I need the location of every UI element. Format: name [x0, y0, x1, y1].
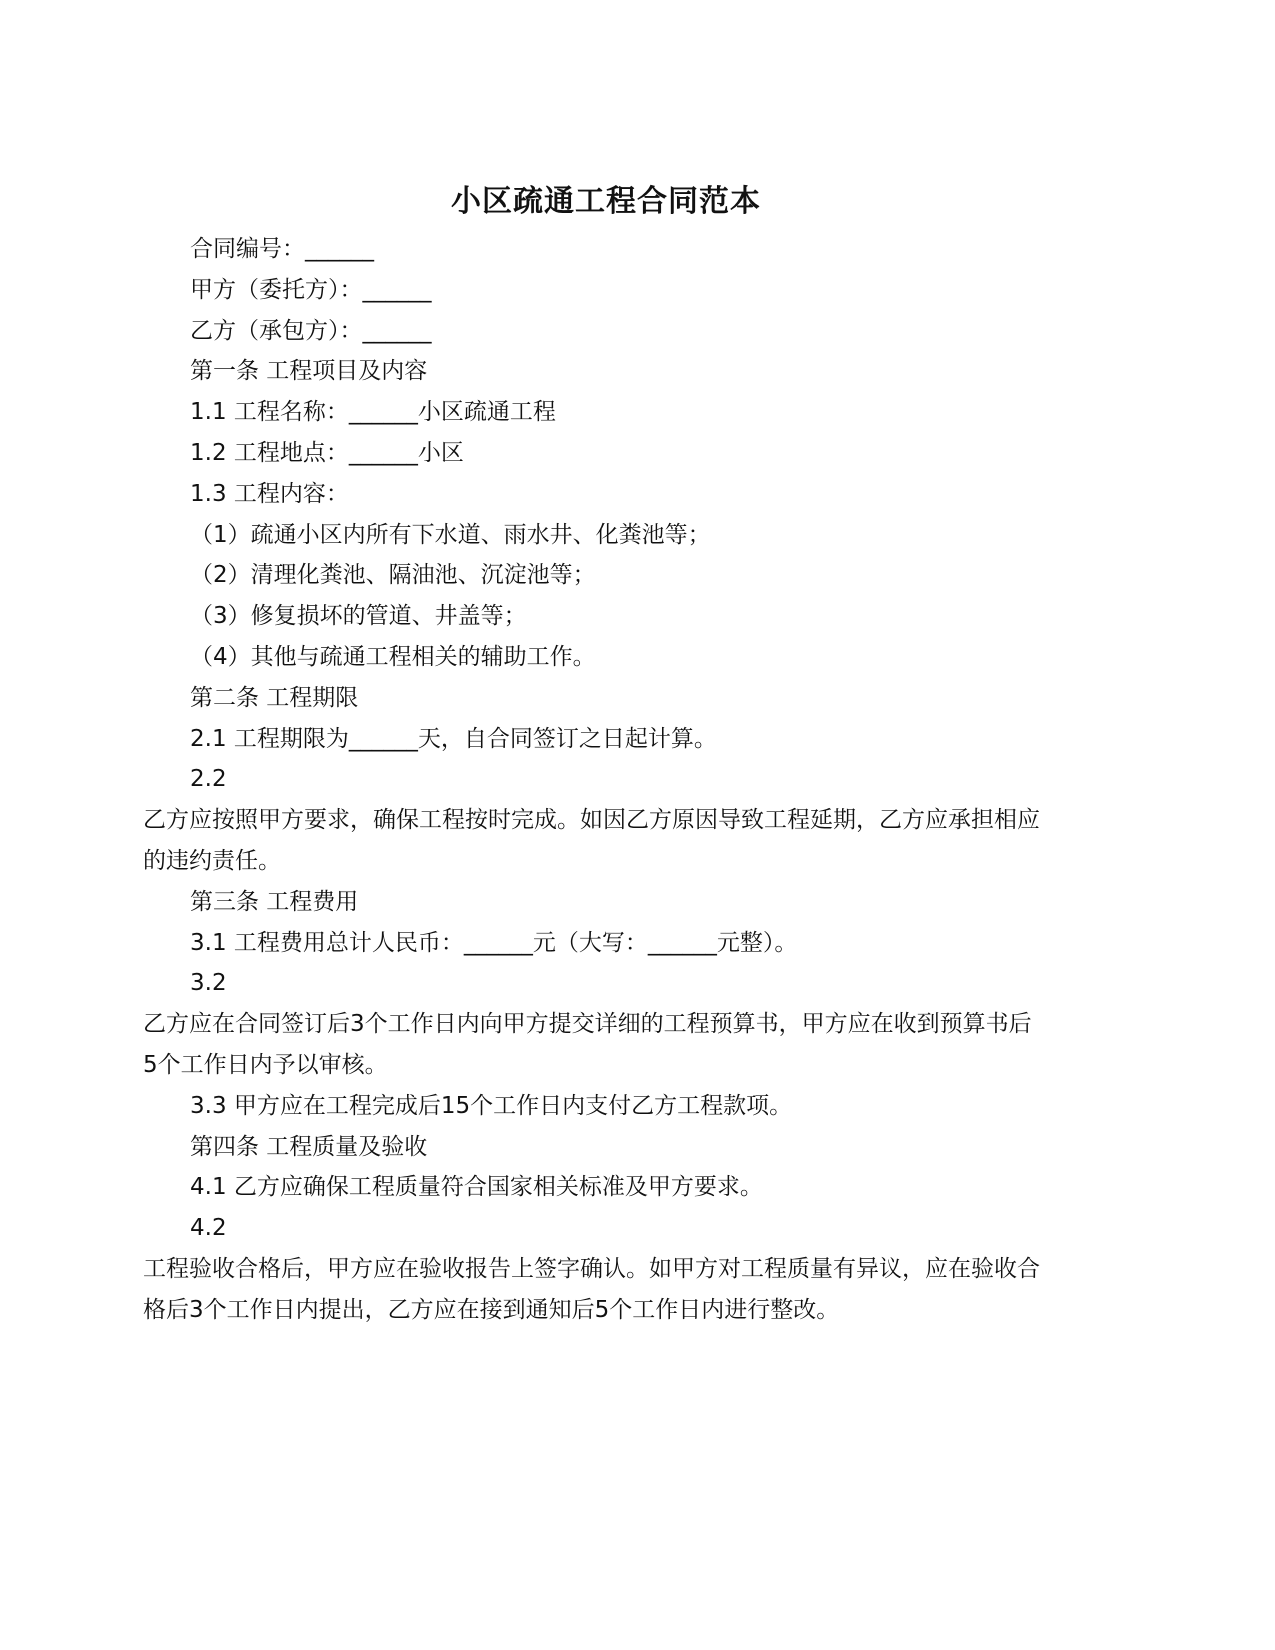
document-line: 乙方（承包方）：______ — [190, 317, 432, 344]
document-line: 3.2 — [190, 970, 227, 997]
document-line: 甲方（委托方）：______ — [190, 276, 432, 303]
document-line: 5个工作日内予以审核。 — [143, 1051, 388, 1078]
document-line: 4.1 乙方应确保工程质量符合国家相关标准及甲方要求。 — [190, 1174, 763, 1201]
document-line: 合同编号：______ — [190, 236, 374, 262]
document-line: 的违约责任。 — [143, 847, 281, 874]
document-line: 4.2 — [190, 1215, 227, 1242]
document-line: 第三条 工程费用 — [190, 888, 359, 915]
document-line: 1.2 工程地点：______小区 — [190, 439, 464, 466]
document-line: （3）修复损坏的管道、井盖等； — [190, 603, 527, 630]
document-line: 3.3 甲方应在工程完成后15个工作日内支付乙方工程款项。 — [190, 1092, 793, 1119]
document-title: 小区疏通工程合同范本 — [451, 184, 761, 219]
document-line: （1）疏通小区内所有下水道、雨水井、化粪池等； — [190, 521, 711, 548]
document-line: 工程验收合格后，甲方应在验收报告上签字确认。如甲方对工程质量有异议，应在验收合 — [143, 1255, 1040, 1282]
document-line: 1.3 工程内容： — [190, 480, 349, 507]
document-line: （2）清理化粪池、隔油池、沉淀池等； — [190, 562, 596, 589]
document-line: 2.1 工程期限为______天，自合同签订之日起计算。 — [190, 725, 717, 752]
document-line: 3.1 工程费用总计人民币：______元（大写：______元整）。 — [190, 929, 798, 956]
document-line: 乙方应按照甲方要求，确保工程按时完成。如因乙方原因导致工程延期，乙方应承担相应 — [143, 807, 1040, 834]
document-line: 2.2 — [190, 766, 227, 793]
document-line: 乙方应在合同签订后3个工作日内向甲方提交详细的工程预算书，甲方应在收到预算书后 — [143, 1011, 1032, 1038]
document-line: 第二条 工程期限 — [190, 684, 359, 711]
document-line: 第一条 工程项目及内容 — [190, 358, 428, 385]
document-line: 1.1 工程名称：______小区疏通工程 — [190, 399, 556, 426]
document-line: （4）其他与疏通工程相关的辅助工作。 — [190, 643, 596, 670]
document-line: 格后3个工作日内提出，乙方应在接到通知后5个工作日内进行整改。 — [143, 1296, 840, 1323]
document-line: 第四条 工程质量及验收 — [190, 1133, 428, 1160]
document-body — [143, 229, 1083, 1331]
